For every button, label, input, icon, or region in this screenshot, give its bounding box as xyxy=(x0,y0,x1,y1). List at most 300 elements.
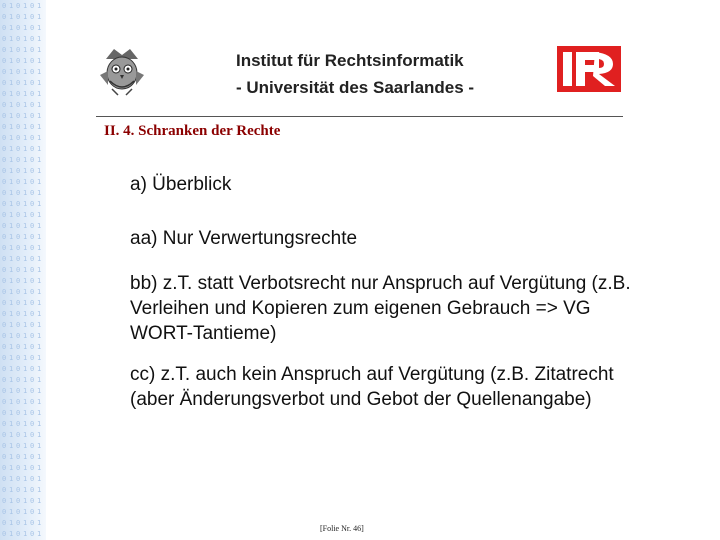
svg-text:1: 1 xyxy=(23,530,28,538)
svg-text:0: 0 xyxy=(2,156,7,164)
ifr-logo-icon xyxy=(557,46,621,92)
svg-text:0: 0 xyxy=(16,2,21,10)
svg-text:1: 1 xyxy=(9,387,14,395)
svg-text:1: 1 xyxy=(23,145,28,153)
svg-text:1: 1 xyxy=(37,13,42,21)
svg-text:0: 0 xyxy=(30,211,35,219)
svg-text:1: 1 xyxy=(23,321,28,329)
svg-text:0: 0 xyxy=(16,376,21,384)
svg-text:0: 0 xyxy=(30,112,35,120)
svg-text:0: 0 xyxy=(30,24,35,32)
svg-text:1: 1 xyxy=(23,288,28,296)
svg-text:1: 1 xyxy=(37,101,42,109)
svg-text:1: 1 xyxy=(23,79,28,87)
svg-text:1: 1 xyxy=(9,79,14,87)
svg-text:1: 1 xyxy=(9,222,14,230)
svg-text:1: 1 xyxy=(23,57,28,65)
svg-text:0: 0 xyxy=(16,266,21,274)
svg-text:0: 0 xyxy=(30,266,35,274)
svg-text:0: 0 xyxy=(2,46,7,54)
svg-text:0: 0 xyxy=(16,90,21,98)
svg-text:1: 1 xyxy=(37,24,42,32)
svg-text:0: 0 xyxy=(16,233,21,241)
item-remuneration-claim: bb) z.T. statt Verbotsrecht nur Anspruch auf Vergütung (z.B. Verleihen und Kopieren zum eigenen Gebrauch => VG WORT-Tantieme) xyxy=(130,273,631,344)
svg-text:0: 0 xyxy=(30,376,35,384)
svg-text:1: 1 xyxy=(37,211,42,219)
svg-text:1: 1 xyxy=(23,46,28,54)
svg-text:1: 1 xyxy=(23,431,28,439)
svg-text:1: 1 xyxy=(9,46,14,54)
svg-text:0: 0 xyxy=(30,101,35,109)
svg-text:0: 0 xyxy=(2,486,7,494)
svg-text:0: 0 xyxy=(16,156,21,164)
svg-text:0: 0 xyxy=(30,46,35,54)
svg-text:0: 0 xyxy=(30,255,35,263)
svg-text:0: 0 xyxy=(30,409,35,417)
svg-text:0: 0 xyxy=(2,508,7,516)
svg-text:1: 1 xyxy=(23,101,28,109)
svg-text:0: 0 xyxy=(2,354,7,362)
svg-text:1: 1 xyxy=(9,112,14,120)
svg-text:1: 1 xyxy=(9,376,14,384)
svg-text:0: 0 xyxy=(16,464,21,472)
svg-text:1: 1 xyxy=(23,354,28,362)
svg-text:1: 1 xyxy=(37,420,42,428)
svg-text:1: 1 xyxy=(9,519,14,527)
svg-text:1: 1 xyxy=(23,332,28,340)
svg-text:0: 0 xyxy=(30,387,35,395)
svg-text:1: 1 xyxy=(9,453,14,461)
svg-text:1: 1 xyxy=(23,134,28,142)
svg-text:1: 1 xyxy=(37,167,42,175)
svg-text:1: 1 xyxy=(9,57,14,65)
svg-text:1: 1 xyxy=(37,145,42,153)
svg-text:0: 0 xyxy=(16,68,21,76)
svg-text:1: 1 xyxy=(9,310,14,318)
svg-text:1: 1 xyxy=(37,453,42,461)
svg-text:0: 0 xyxy=(16,409,21,417)
svg-text:1: 1 xyxy=(37,90,42,98)
svg-text:0: 0 xyxy=(30,508,35,516)
svg-text:1: 1 xyxy=(37,288,42,296)
svg-text:0: 0 xyxy=(30,354,35,362)
svg-text:1: 1 xyxy=(37,398,42,406)
svg-text:0: 0 xyxy=(2,288,7,296)
svg-text:0: 0 xyxy=(16,134,21,142)
svg-text:1: 1 xyxy=(23,453,28,461)
svg-text:1: 1 xyxy=(37,310,42,318)
svg-text:1: 1 xyxy=(23,2,28,10)
svg-text:1: 1 xyxy=(9,475,14,483)
svg-text:0: 0 xyxy=(16,24,21,32)
svg-text:1: 1 xyxy=(9,420,14,428)
svg-text:0: 0 xyxy=(30,365,35,373)
svg-text:1: 1 xyxy=(23,244,28,252)
svg-text:0: 0 xyxy=(30,57,35,65)
svg-text:1: 1 xyxy=(37,200,42,208)
svg-text:0: 0 xyxy=(16,332,21,340)
svg-text:0: 0 xyxy=(2,90,7,98)
svg-text:1: 1 xyxy=(23,178,28,186)
svg-text:1: 1 xyxy=(37,299,42,307)
svg-text:1: 1 xyxy=(9,530,14,538)
svg-text:1: 1 xyxy=(23,211,28,219)
svg-text:0: 0 xyxy=(16,519,21,527)
svg-text:1: 1 xyxy=(9,486,14,494)
svg-text:0: 0 xyxy=(2,255,7,263)
svg-text:1: 1 xyxy=(37,156,42,164)
svg-text:0: 0 xyxy=(16,310,21,318)
header-divider xyxy=(96,116,623,117)
svg-text:0: 0 xyxy=(2,475,7,483)
svg-text:0: 0 xyxy=(16,354,21,362)
svg-text:1: 1 xyxy=(9,68,14,76)
svg-text:1: 1 xyxy=(23,167,28,175)
svg-text:1: 1 xyxy=(37,343,42,351)
svg-text:0: 0 xyxy=(30,167,35,175)
svg-text:0: 0 xyxy=(2,464,7,472)
svg-text:0: 0 xyxy=(2,145,7,153)
svg-text:0: 0 xyxy=(30,310,35,318)
svg-text:0: 0 xyxy=(30,2,35,10)
svg-text:0: 0 xyxy=(2,442,7,450)
svg-text:0: 0 xyxy=(16,508,21,516)
svg-text:0: 0 xyxy=(16,277,21,285)
svg-text:1: 1 xyxy=(9,123,14,131)
svg-text:0: 0 xyxy=(2,519,7,527)
university-name: - Universität des Saarlandes - xyxy=(236,78,475,97)
svg-text:0: 0 xyxy=(2,321,7,329)
svg-text:0: 0 xyxy=(16,101,21,109)
svg-text:1: 1 xyxy=(9,244,14,252)
svg-text:0: 0 xyxy=(2,112,7,120)
svg-text:0: 0 xyxy=(16,200,21,208)
svg-text:0: 0 xyxy=(2,68,7,76)
svg-text:0: 0 xyxy=(2,189,7,197)
svg-text:1: 1 xyxy=(37,409,42,417)
svg-text:1: 1 xyxy=(37,442,42,450)
svg-text:1: 1 xyxy=(37,134,42,142)
svg-text:0: 0 xyxy=(16,486,21,494)
svg-text:0: 0 xyxy=(16,79,21,87)
svg-text:1: 1 xyxy=(9,24,14,32)
svg-text:0: 0 xyxy=(2,35,7,43)
svg-text:1: 1 xyxy=(9,211,14,219)
svg-text:0: 0 xyxy=(16,453,21,461)
svg-text:0: 0 xyxy=(30,200,35,208)
section-title: II. 4. Schranken der Rechte xyxy=(104,123,281,139)
svg-text:0: 0 xyxy=(2,332,7,340)
svg-text:0: 0 xyxy=(2,266,7,274)
svg-text:1: 1 xyxy=(37,376,42,384)
svg-text:0: 0 xyxy=(16,497,21,505)
svg-text:1: 1 xyxy=(23,90,28,98)
svg-text:0: 0 xyxy=(2,167,7,175)
svg-text:0: 0 xyxy=(16,288,21,296)
svg-text:0: 0 xyxy=(2,134,7,142)
svg-text:1: 1 xyxy=(9,189,14,197)
svg-text:0: 0 xyxy=(30,189,35,197)
svg-text:1: 1 xyxy=(23,464,28,472)
svg-text:0: 0 xyxy=(30,222,35,230)
svg-text:1: 1 xyxy=(23,508,28,516)
svg-text:0: 0 xyxy=(30,321,35,329)
svg-text:0: 0 xyxy=(16,321,21,329)
svg-text:1: 1 xyxy=(23,486,28,494)
svg-text:1: 1 xyxy=(37,68,42,76)
svg-text:0: 0 xyxy=(2,178,7,186)
svg-text:0: 0 xyxy=(30,343,35,351)
svg-text:1: 1 xyxy=(23,277,28,285)
svg-text:1: 1 xyxy=(37,387,42,395)
svg-text:0: 0 xyxy=(30,134,35,142)
svg-text:0: 0 xyxy=(2,497,7,505)
svg-text:1: 1 xyxy=(23,409,28,417)
svg-text:0: 0 xyxy=(30,145,35,153)
svg-text:1: 1 xyxy=(9,409,14,417)
svg-text:0: 0 xyxy=(2,222,7,230)
svg-text:1: 1 xyxy=(23,420,28,428)
item-exploitation-rights: aa) Nur Verwertungsrechte xyxy=(130,228,358,249)
svg-text:1: 1 xyxy=(9,332,14,340)
svg-text:1: 1 xyxy=(37,178,42,186)
svg-text:1: 1 xyxy=(23,24,28,32)
svg-text:0: 0 xyxy=(16,343,21,351)
svg-text:1: 1 xyxy=(37,321,42,329)
svg-text:0: 0 xyxy=(30,277,35,285)
institute-name: Institut für Rechtsinformatik xyxy=(236,51,464,70)
svg-text:0: 0 xyxy=(30,244,35,252)
svg-text:1: 1 xyxy=(9,398,14,406)
svg-text:1: 1 xyxy=(9,255,14,263)
svg-text:0: 0 xyxy=(2,123,7,131)
svg-text:1: 1 xyxy=(37,79,42,87)
svg-text:1: 1 xyxy=(9,134,14,142)
svg-text:1: 1 xyxy=(23,376,28,384)
svg-text:1: 1 xyxy=(23,310,28,318)
svg-text:0: 0 xyxy=(16,167,21,175)
svg-text:0: 0 xyxy=(30,35,35,43)
svg-text:1: 1 xyxy=(23,156,28,164)
svg-text:0: 0 xyxy=(16,420,21,428)
svg-text:0: 0 xyxy=(2,211,7,219)
svg-text:1: 1 xyxy=(9,365,14,373)
svg-text:1: 1 xyxy=(9,354,14,362)
svg-text:1: 1 xyxy=(23,68,28,76)
svg-text:1: 1 xyxy=(37,46,42,54)
svg-text:0: 0 xyxy=(30,519,35,527)
svg-text:1: 1 xyxy=(9,90,14,98)
svg-text:1: 1 xyxy=(9,156,14,164)
svg-text:0: 0 xyxy=(30,178,35,186)
svg-text:0: 0 xyxy=(30,123,35,131)
svg-text:0: 0 xyxy=(16,145,21,153)
svg-text:1: 1 xyxy=(23,189,28,197)
item-overview: a) Überblick xyxy=(130,174,232,195)
svg-text:0: 0 xyxy=(30,332,35,340)
svg-text:1: 1 xyxy=(23,200,28,208)
svg-text:0: 0 xyxy=(2,387,7,395)
svg-text:0: 0 xyxy=(16,475,21,483)
svg-text:1: 1 xyxy=(9,13,14,21)
svg-text:0: 0 xyxy=(30,442,35,450)
svg-text:0: 0 xyxy=(30,398,35,406)
svg-text:0: 0 xyxy=(30,299,35,307)
svg-text:0: 0 xyxy=(2,453,7,461)
university-seal-icon xyxy=(96,45,148,97)
svg-text:1: 1 xyxy=(9,321,14,329)
svg-text:0: 0 xyxy=(16,112,21,120)
svg-text:1: 1 xyxy=(37,464,42,472)
svg-text:0: 0 xyxy=(2,409,7,417)
svg-text:1: 1 xyxy=(9,464,14,472)
svg-text:1: 1 xyxy=(23,343,28,351)
svg-text:0: 0 xyxy=(2,233,7,241)
svg-text:0: 0 xyxy=(30,453,35,461)
svg-text:0: 0 xyxy=(2,2,7,10)
svg-text:1: 1 xyxy=(37,244,42,252)
svg-text:1: 1 xyxy=(37,222,42,230)
svg-text:1: 1 xyxy=(9,200,14,208)
svg-text:1: 1 xyxy=(37,354,42,362)
svg-text:1: 1 xyxy=(37,112,42,120)
svg-text:1: 1 xyxy=(37,35,42,43)
svg-text:0: 0 xyxy=(16,442,21,450)
svg-text:0: 0 xyxy=(30,431,35,439)
svg-text:1: 1 xyxy=(9,431,14,439)
svg-text:0: 0 xyxy=(2,101,7,109)
svg-text:1: 1 xyxy=(23,299,28,307)
svg-text:0: 0 xyxy=(2,13,7,21)
svg-text:0: 0 xyxy=(2,79,7,87)
svg-text:1: 1 xyxy=(9,145,14,153)
svg-text:1: 1 xyxy=(23,519,28,527)
svg-text:1: 1 xyxy=(23,442,28,450)
svg-text:1: 1 xyxy=(9,178,14,186)
svg-text:0: 0 xyxy=(2,420,7,428)
svg-text:1: 1 xyxy=(23,497,28,505)
svg-text:0: 0 xyxy=(30,464,35,472)
svg-text:1: 1 xyxy=(37,255,42,263)
svg-text:1: 1 xyxy=(9,442,14,450)
svg-text:1: 1 xyxy=(23,365,28,373)
svg-text:1: 1 xyxy=(37,189,42,197)
svg-text:0: 0 xyxy=(30,530,35,538)
svg-text:1: 1 xyxy=(9,2,14,10)
svg-text:0: 0 xyxy=(16,189,21,197)
svg-text:0: 0 xyxy=(16,398,21,406)
svg-text:0: 0 xyxy=(30,420,35,428)
svg-text:0: 0 xyxy=(2,376,7,384)
svg-text:0: 0 xyxy=(2,299,7,307)
svg-text:1: 1 xyxy=(23,233,28,241)
svg-text:1: 1 xyxy=(37,365,42,373)
svg-text:0: 0 xyxy=(16,431,21,439)
svg-text:1: 1 xyxy=(37,332,42,340)
svg-text:0: 0 xyxy=(2,343,7,351)
svg-text:0: 0 xyxy=(2,310,7,318)
svg-text:0: 0 xyxy=(30,13,35,21)
svg-text:0: 0 xyxy=(16,35,21,43)
svg-text:1: 1 xyxy=(23,112,28,120)
svg-text:0: 0 xyxy=(2,398,7,406)
svg-text:1: 1 xyxy=(37,530,42,538)
svg-text:1: 1 xyxy=(9,35,14,43)
svg-text:1: 1 xyxy=(23,475,28,483)
svg-text:0: 0 xyxy=(16,13,21,21)
svg-text:0: 0 xyxy=(16,244,21,252)
svg-text:0: 0 xyxy=(30,486,35,494)
svg-text:1: 1 xyxy=(23,13,28,21)
item-no-remuneration: cc) z.T. auch kein Anspruch auf Vergütung (z.B. Zitatrecht (aber Änderungsverbot und Gebot der Quellenangabe) xyxy=(130,364,614,410)
svg-text:0: 0 xyxy=(30,288,35,296)
svg-text:0: 0 xyxy=(16,222,21,230)
svg-text:0: 0 xyxy=(16,530,21,538)
svg-text:1: 1 xyxy=(37,2,42,10)
svg-text:0: 0 xyxy=(16,46,21,54)
svg-text:0: 0 xyxy=(30,90,35,98)
svg-text:0: 0 xyxy=(2,530,7,538)
svg-text:1: 1 xyxy=(37,277,42,285)
slide-number: [Folie Nr. 46] xyxy=(320,524,364,533)
svg-text:0: 0 xyxy=(16,211,21,219)
svg-text:1: 1 xyxy=(23,387,28,395)
svg-text:0: 0 xyxy=(2,57,7,65)
svg-text:1: 1 xyxy=(37,431,42,439)
svg-text:1: 1 xyxy=(9,508,14,516)
svg-text:0: 0 xyxy=(16,255,21,263)
svg-text:0: 0 xyxy=(30,68,35,76)
svg-text:0: 0 xyxy=(30,79,35,87)
svg-text:1: 1 xyxy=(23,255,28,263)
svg-text:1: 1 xyxy=(9,277,14,285)
svg-text:0: 0 xyxy=(2,365,7,373)
svg-text:0: 0 xyxy=(16,365,21,373)
svg-text:0: 0 xyxy=(2,431,7,439)
svg-text:1: 1 xyxy=(23,266,28,274)
svg-text:1: 1 xyxy=(23,222,28,230)
svg-text:1: 1 xyxy=(37,57,42,65)
institute-header xyxy=(236,47,474,101)
svg-text:1: 1 xyxy=(37,519,42,527)
svg-text:0: 0 xyxy=(16,123,21,131)
binary-pattern-strip xyxy=(0,0,46,540)
svg-text:1: 1 xyxy=(37,475,42,483)
svg-text:1: 1 xyxy=(9,288,14,296)
svg-text:1: 1 xyxy=(37,233,42,241)
svg-text:1: 1 xyxy=(9,167,14,175)
svg-text:1: 1 xyxy=(23,35,28,43)
svg-text:0: 0 xyxy=(30,497,35,505)
svg-text:1: 1 xyxy=(23,398,28,406)
svg-text:1: 1 xyxy=(9,266,14,274)
svg-text:1: 1 xyxy=(9,497,14,505)
svg-text:1: 1 xyxy=(23,123,28,131)
svg-text:1: 1 xyxy=(9,343,14,351)
svg-text:0: 0 xyxy=(2,244,7,252)
svg-text:0: 0 xyxy=(2,200,7,208)
svg-text:0: 0 xyxy=(2,24,7,32)
svg-text:1: 1 xyxy=(9,233,14,241)
svg-text:0: 0 xyxy=(30,233,35,241)
svg-text:1: 1 xyxy=(37,497,42,505)
svg-text:1: 1 xyxy=(37,123,42,131)
svg-text:0: 0 xyxy=(30,156,35,164)
svg-text:0: 0 xyxy=(16,57,21,65)
svg-text:0: 0 xyxy=(16,178,21,186)
svg-text:1: 1 xyxy=(9,101,14,109)
svg-text:0: 0 xyxy=(16,299,21,307)
